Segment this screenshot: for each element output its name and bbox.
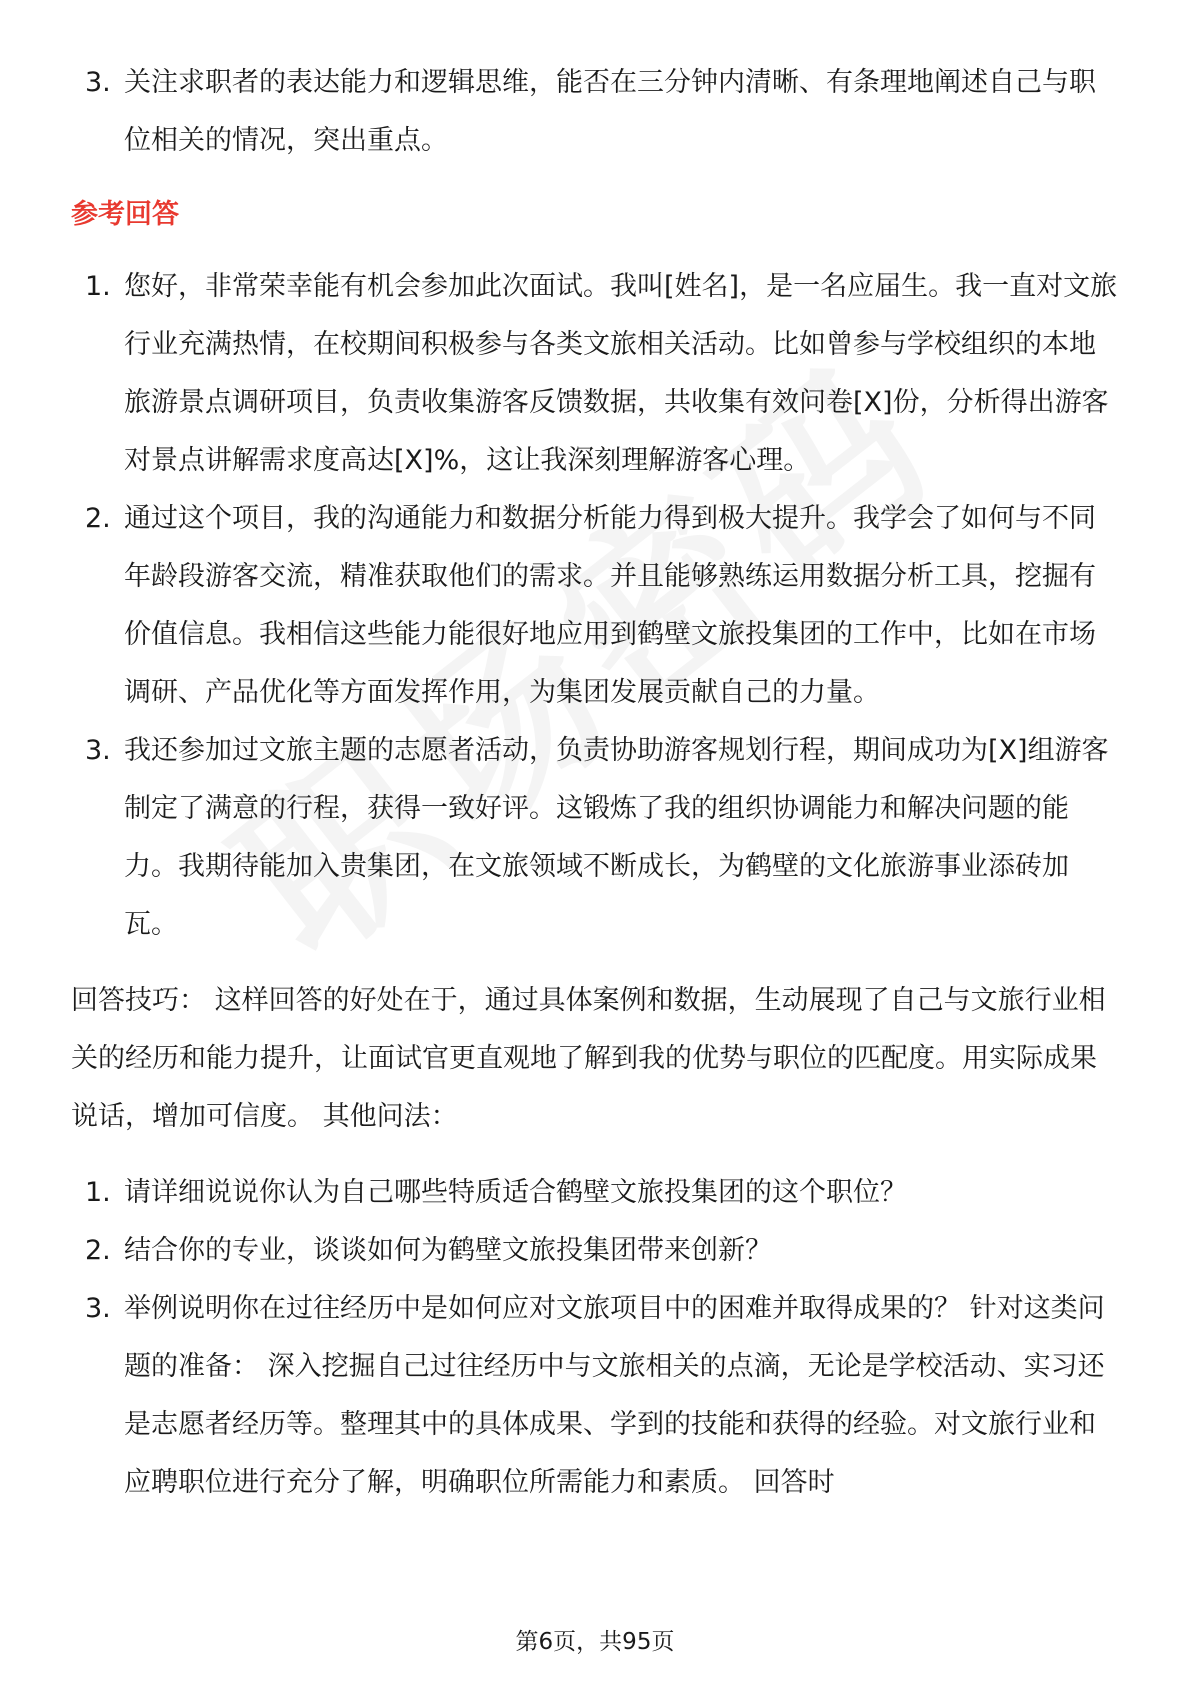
list-item	[71, 54, 1121, 170]
list-item	[71, 258, 1121, 490]
list-number: 3.	[85, 735, 111, 766]
list-number: 2.	[85, 1235, 111, 1266]
list-number: 3.	[85, 1293, 111, 1324]
list-text: 请详细说说你认为自己哪些特质适合鹤壁文旅投集团的这个职位？	[124, 1177, 907, 1208]
list-number: 1.	[85, 1177, 111, 1208]
tips-paragraph: 回答技巧： 这样回答的好处在于，通过具体案例和数据，生动展现了自己与文旅行业相关的经历和能力提升，让面试官更直观地了解到我的优势与职位的匹配度。用实际成果说话，增加可信度。 其他问法：	[71, 985, 1106, 1132]
list-item	[71, 1222, 1121, 1280]
document-content	[71, 54, 1121, 1512]
list-item	[71, 1164, 1121, 1222]
list-number: 2.	[85, 503, 111, 534]
other-questions-list	[71, 1164, 1121, 1512]
list-item	[71, 490, 1121, 722]
section-heading: 参考回答	[71, 199, 179, 230]
list-item	[71, 1280, 1121, 1512]
list-text: 结合你的专业，谈谈如何为鹤壁文旅投集团带来创新？	[124, 1235, 772, 1266]
list-text: 通过这个项目，我的沟通能力和数据分析能力得到极大提升。我学会了如何与不同年龄段游客交流，精准获取他们的需求。并且能够熟练运用数据分析工具，挖掘有价值信息。我相信这些能力能很好地应用到鹤壁文旅投集团的工作中，比如在市场调研、产品优化等方面发挥作用，为集团发展贡献自己的力量。	[124, 503, 1096, 708]
list-number: 3.	[85, 67, 111, 98]
list-text: 关注求职者的表达能力和逻辑思维，能否在三分钟内清晰、有条理地阐述自己与职位相关的情况，突出重点。	[124, 67, 1096, 156]
criteria-list	[71, 54, 1121, 170]
list-number: 1.	[85, 271, 111, 302]
answer-list	[71, 258, 1121, 954]
page-footer: 第6页，共95页	[515, 1629, 675, 1655]
list-text: 举例说明你在过往经历中是如何应对文旅项目中的困难并取得成果的？ 针对这类问题的准备： 深入挖掘自己过往经历中与文旅相关的点滴，无论是学校活动、实习还是志愿者经历等。整理其中的具体成果、学到的技能和获得的经验。对文旅行业和应聘职位进行充分了解，明确职位所需能力和素质。 回答时	[124, 1293, 1105, 1498]
list-text: 您好，非常荣幸能有机会参加此次面试。我叫[姓名]，是一名应届生。我一直对文旅行业充满热情，在校期间积极参与各类文旅相关活动。比如曾参与学校组织的本地旅游景点调研项目，负责收集游客反馈数据，共收集有效问卷[X]份，分析得出游客对景点讲解需求度高达[X]%，这让我深刻理解游客心理。	[124, 271, 1118, 476]
list-item	[71, 722, 1121, 954]
list-text: 我还参加过文旅主题的志愿者活动，负责协助游客规划行程，期间成功为[X]组游客制定了满意的行程，获得一致好评。这锻炼了我的组织协调能力和解决问题的能力。我期待能加入贵集团，在文旅领域不断成长，为鹤壁的文化旅游事业添砖加瓦。	[124, 735, 1109, 940]
